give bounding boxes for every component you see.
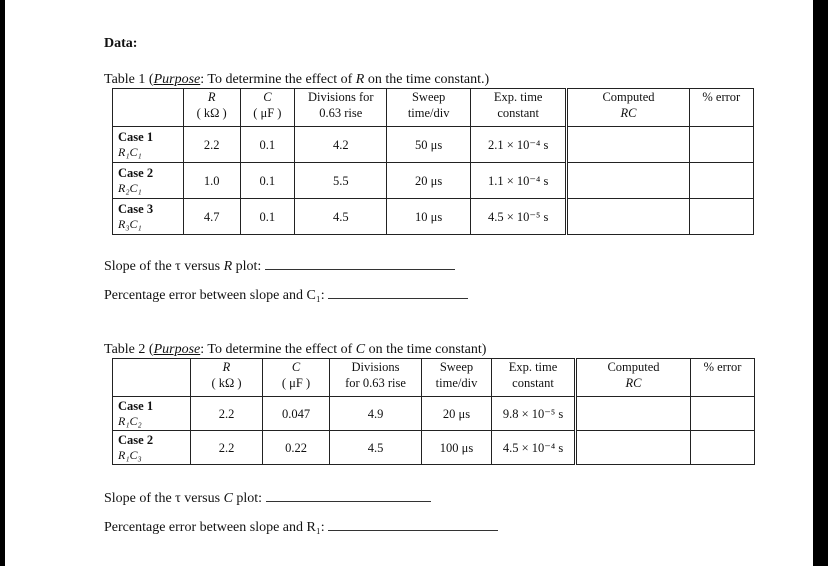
header-exp-time: Exp. time constant <box>492 359 576 397</box>
header-computed-rc: Computed RC <box>576 359 691 397</box>
cell-exp-time: 4.5 × 10⁻⁴ s <box>492 431 576 465</box>
table2-error-line: Percentage error between slope and R₁: <box>104 518 498 536</box>
cell-computed-rc[interactable] <box>567 127 689 163</box>
table-row <box>113 127 754 163</box>
cell-r: 1.0 <box>183 163 240 199</box>
cell-exp-time: 9.8 × 10⁻⁵ s <box>492 397 576 431</box>
cell-exp-time: 2.1 × 10⁻⁴ s <box>470 127 566 163</box>
document-page <box>5 0 813 566</box>
cell-r: 4.7 <box>183 199 240 235</box>
case-label: Case 3 R₃C₁ <box>113 199 184 235</box>
data-heading: Data: <box>104 36 138 51</box>
table2 <box>112 358 755 465</box>
cell-sweep: 10 μs <box>387 199 471 235</box>
header-exp-time: Exp. time constant <box>470 89 566 127</box>
table1-header-row <box>113 89 754 127</box>
header-divisions: Divisions for 0.63 rise <box>330 359 422 397</box>
cell-c: 0.1 <box>240 199 295 235</box>
cell-sweep: 100 μs <box>422 431 492 465</box>
slope-answer-blank[interactable] <box>266 489 431 502</box>
cell-computed-rc[interactable] <box>576 431 691 465</box>
case-label: Case 1 R₁C₁ <box>113 127 184 163</box>
cell-exp-time: 4.5 × 10⁻⁵ s <box>470 199 566 235</box>
header-error: % error <box>691 359 755 397</box>
error-answer-blank[interactable] <box>328 286 468 299</box>
case-label: Case 1 R₁C₂ <box>113 397 191 431</box>
cell-computed-rc[interactable] <box>576 397 691 431</box>
cell-r: 2.2 <box>183 127 240 163</box>
cell-c: 0.22 <box>263 431 330 465</box>
table-row <box>113 199 754 235</box>
cell-c: 0.1 <box>240 127 295 163</box>
cell-sweep: 20 μs <box>422 397 492 431</box>
cell-error[interactable] <box>689 127 753 163</box>
table1-error-line: Percentage error between slope and C₁: <box>104 286 468 304</box>
table1-slope-line: Slope of the τ versus R plot: <box>104 257 455 275</box>
cell-error[interactable] <box>691 397 755 431</box>
table1-caption: Table 1 (Purpose: To determine the effect of R on the time constant.) <box>104 72 490 87</box>
cell-r: 2.2 <box>191 431 263 465</box>
header-c: C ( μF ) <box>263 359 330 397</box>
cell-sweep: 50 μs <box>387 127 471 163</box>
header-computed-rc: Computed RC <box>567 89 689 127</box>
table-row <box>113 163 754 199</box>
cell-r: 2.2 <box>191 397 263 431</box>
table2-header-row <box>113 359 755 397</box>
cell-divisions: 4.2 <box>295 127 387 163</box>
cell-exp-time: 1.1 × 10⁻⁴ s <box>470 163 566 199</box>
corner-cell <box>113 89 184 127</box>
header-divisions: Divisions for 0.63 rise <box>295 89 387 127</box>
table2-slope-line: Slope of the τ versus C plot: <box>104 489 431 507</box>
cell-error[interactable] <box>689 163 753 199</box>
header-sweep: Sweep time/div <box>387 89 471 127</box>
cell-sweep: 20 μs <box>387 163 471 199</box>
cell-error[interactable] <box>689 199 753 235</box>
table2-caption: Table 2 (Purpose: To determine the effect of C on the time constant) <box>104 342 487 357</box>
header-sweep: Sweep time/div <box>422 359 492 397</box>
cell-c: 0.1 <box>240 163 295 199</box>
cell-divisions: 4.9 <box>330 397 422 431</box>
cell-divisions: 4.5 <box>330 431 422 465</box>
header-error: % error <box>689 89 753 127</box>
table-row <box>113 431 755 465</box>
header-r: R ( kΩ ) <box>191 359 263 397</box>
slope-answer-blank[interactable] <box>265 257 455 270</box>
cell-computed-rc[interactable] <box>567 199 689 235</box>
cell-computed-rc[interactable] <box>567 163 689 199</box>
cell-divisions: 5.5 <box>295 163 387 199</box>
cell-divisions: 4.5 <box>295 199 387 235</box>
header-r: R ( kΩ ) <box>183 89 240 127</box>
cell-c: 0.047 <box>263 397 330 431</box>
table-row <box>113 397 755 431</box>
table1 <box>112 88 754 235</box>
header-c: C ( μF ) <box>240 89 295 127</box>
corner-cell <box>113 359 191 397</box>
case-label: Case 2 R₁C₃ <box>113 431 191 465</box>
case-label: Case 2 R₂C₁ <box>113 163 184 199</box>
error-answer-blank[interactable] <box>328 518 498 531</box>
cell-error[interactable] <box>691 431 755 465</box>
